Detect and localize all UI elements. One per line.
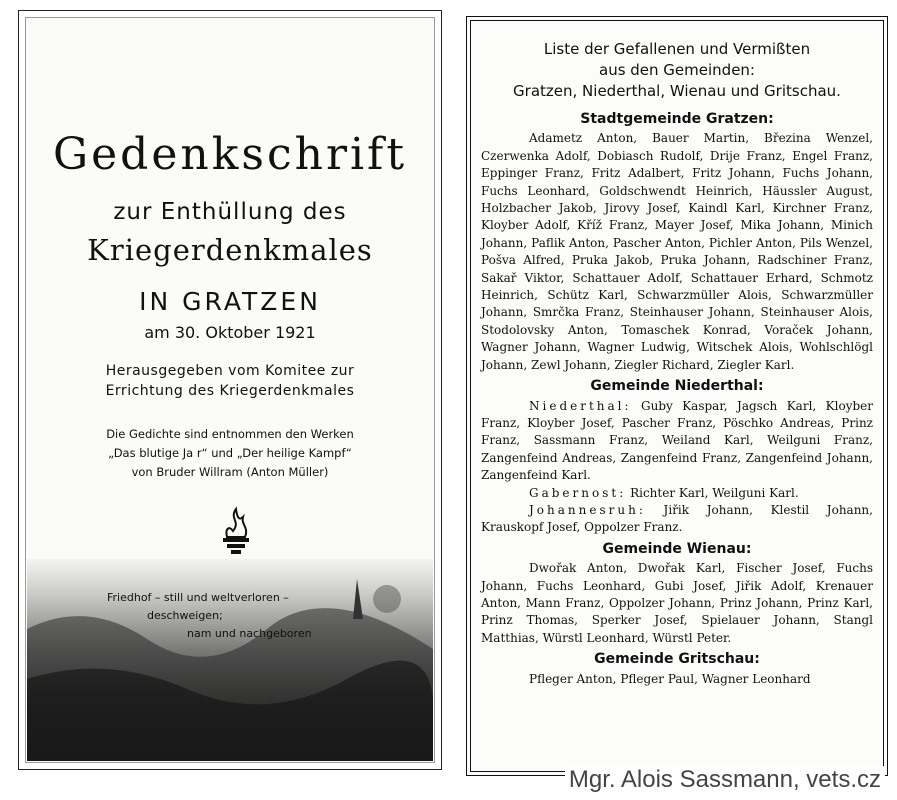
list-body (481, 107, 873, 688)
booklet-cover (18, 10, 442, 770)
subplace-label: Johannesruh: (529, 502, 646, 517)
subgroup-gabernost (481, 485, 873, 502)
cover-date: am 30. Oktober 1921 (144, 323, 316, 342)
cover-poem-source (19, 425, 441, 482)
photo-credit: Mgr. Alois Sassmann, vets.cz (565, 766, 885, 794)
heading-line1: Liste der Gefallenen und Vermißten (543, 40, 811, 58)
names-wienau: Dwořak Anton, Dwořak Karl, Fischer Josef, Fuchs Johann, Fuchs Leonhard, Gubi Josef, Jiřik Adolf, Krenauer Anton, Mann Franz, Oppolzer Johann, Prinz Johann, Prinz Karl, Prinz Thomas, Sperker Josef, Spielauer Johann, Stangl Matthias, Würstl Leonhard, Würstl Peter. (481, 561, 873, 645)
cover-subtitle-line1: zur Enthüllung des (113, 199, 347, 225)
section-title-gritschau: Gemeinde Gritschau: (594, 651, 760, 668)
subgroup-names: Richter Karl, Weilguni Karl. (630, 485, 799, 500)
cover-subtitle-line2: Kriegerdenkmales (87, 233, 373, 267)
subgroup-names: Jiřik Johann, Klestil Johann, Krauskopf Josef, Oppolzer Franz. (481, 502, 873, 535)
source-line2: „Das blutige Ja r“ und „Der heilige Kampf“ (108, 446, 352, 460)
section-title-wienau: Gemeinde Wienau: (602, 540, 752, 557)
source-line3: von Bruder Willram (Anton Müller) (131, 465, 329, 479)
poem-line3: nam und nachgeboren (187, 627, 312, 640)
names-gritschau: Pfleger Anton, Pfleger Paul, Wagner Leonhard (529, 671, 811, 686)
heading-line3: Gratzen, Niederthal, Wienau und Gritschau. (513, 82, 841, 100)
poem-line2: deschweigen; (147, 609, 223, 622)
cover-publisher (19, 361, 441, 401)
subgroup-niederthal (481, 398, 873, 485)
cover-title: Gedenkschrift (52, 129, 408, 180)
heading-line2: aus den Gemeinden: (599, 61, 755, 79)
cover-place: IN GRATZEN (139, 287, 321, 316)
subgroup-johannesruh (481, 502, 873, 537)
poem-line1: Friedhof – still und weltverloren – (107, 591, 289, 604)
subplace-label: Gabernost: (529, 485, 627, 500)
section-title-niederthal: Gemeinde Niederthal: (590, 378, 764, 395)
flame-icon (215, 505, 257, 557)
section-title-gratzen: Stadtgemeinde Gratzen: (580, 111, 774, 127)
casualty-list-page (466, 16, 888, 776)
publisher-line2: Errichtung des Kriegerdenkmales (105, 383, 355, 399)
source-line1: Die Gedichte sind entnommen den Werken (106, 427, 354, 441)
poem-excerpt (107, 589, 417, 643)
subplace-label: Niederthal: (529, 398, 632, 413)
subgroup-names: Guby Kaspar, Jagsch Karl, Kloyber Franz, Kloyber Josef, Pascher Franz, Pöschko Andreas, Prinz Franz, Sassmann Franz, Weiland Karl, Weilguni Franz, Zangenfeind Andreas, Zangenfeind Franz, Zangenfeind Johann, Zangenfeind Karl. (481, 398, 873, 483)
names-gratzen: Adametz Anton, Bauer Martin, Březina Wenzel, Czerwenka Adolf, Dobiasch Rudolf, Drije Franz, Engel Franz, Eppinger Franz, Fritz Adalbert, Fritz Johann, Fuchs Johann, Fuchs Leonhard, Goldschwendt Heinrich, Häussler August, Holzbacher Jakob, Jirovy Josef, Kaindl Karl, Kirchner Franz, Kloyber Adolf, Kříž Franz, Mayer Josef, Mika Johann, Minich Johann, Paflik Anton, Pascher Anton, Pichler Anton, Pils Wenzel, Pošva Alfred, Pruka Jakob, Pruka Johann, Radschiner Franz, Sakař Viktor, Schattauer Adolf, Schattauer Erhard, Schmotz Heinrich, Schütz Karl, Schwarzmüller Alois, Schwarzmüller Johann, Smrčka Franz, Steinhauser Johann, Steinhauser Alois, Stodolovsky Anton, Tomaschek Konrad, Voraček Johann, Wagner Johann, Wagner Ludwig, Witschek Alois, Wohlschlögl Johann, Zewl Johann, Ziegler Richard, Ziegler Karl. (481, 131, 873, 372)
publisher-line1: Herausgegeben vom Komitee zur (105, 363, 355, 379)
list-heading (467, 39, 887, 102)
